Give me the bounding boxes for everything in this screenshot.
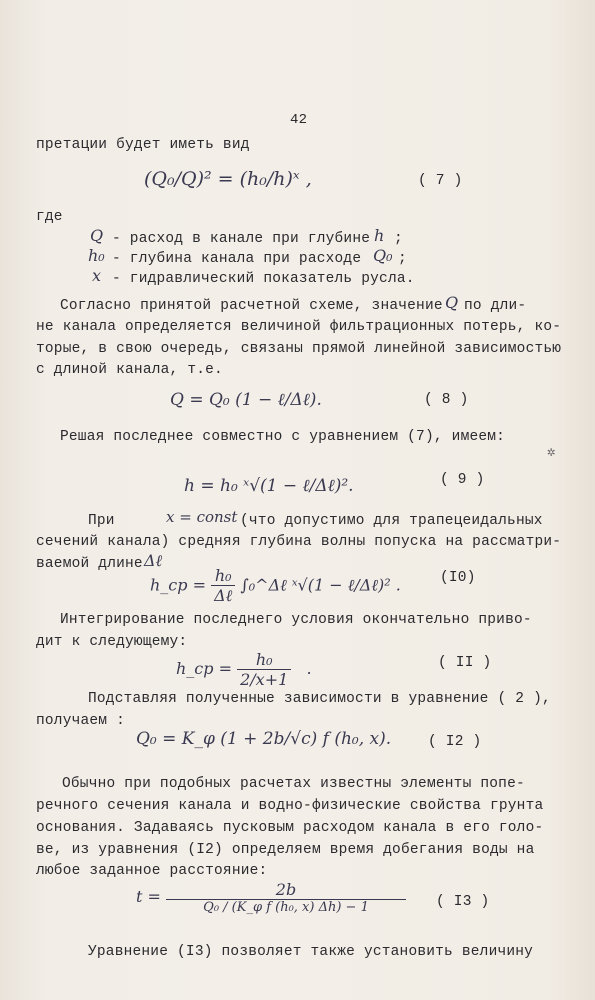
text-line: торые, в свою очередь, связаны прямой линейной зависимостью: [36, 341, 562, 357]
symbol-h0: h₀: [88, 246, 105, 265]
text-line: с длиной канала, т.е.: [36, 362, 223, 378]
fraction-numerator: h₀: [255, 650, 273, 669]
symbol-h: h: [374, 226, 385, 245]
equation-11-lhs: h_ср =: [176, 659, 232, 678]
equation-number-7: ( 7 ): [418, 173, 463, 189]
semicolon: ;: [398, 251, 407, 267]
fraction-denominator: Δℓ: [211, 585, 235, 606]
symbol-x: x: [92, 266, 102, 285]
text-line: ваемой длине: [36, 556, 143, 572]
equation-11-fraction: [237, 650, 291, 689]
fraction-numerator: h₀: [214, 566, 232, 585]
text-line: любое заданное расстояние:: [36, 863, 268, 879]
text-line: - глубина канала при расходе: [112, 251, 362, 267]
symbol-q0: Q₀: [373, 246, 393, 265]
text-line: Подставляя полученные зависимости в уравнение ( 2 ),: [88, 691, 551, 707]
text-line: получаем :: [36, 713, 126, 729]
equation-13-fraction: [166, 880, 406, 915]
equation-10-integral: ∫₀^Δℓ ˣ√(1 − ℓ/Δℓ)² .: [240, 575, 401, 595]
equation-number-10: (I0): [440, 570, 476, 586]
text-line: где: [36, 209, 63, 225]
text-line: Согласно принятой расчетной схеме, значение: [60, 298, 443, 314]
text-line: Уравнение (I3) позволяет также установить величину: [88, 944, 534, 960]
text-line: (что допустимо для трапецеидальных: [240, 513, 543, 529]
text-line: не канала определяется величиной фильтрационных потерь, ко-: [36, 319, 562, 335]
text-line: основания. Задаваясь пусковым расходом канала в его голо-: [36, 820, 544, 836]
text-line: сечений канала) средняя глубина волны попуска на рассматри-: [36, 534, 562, 550]
x-const: x = const: [166, 508, 238, 526]
equation-13-lhs: t =: [136, 887, 161, 906]
equation-10: [150, 566, 401, 606]
symbol-q: Q: [90, 226, 104, 245]
equation-10-lhs: h_ср =: [150, 575, 206, 595]
text-line: - гидравлический показатель русла.: [112, 271, 415, 287]
equation-8: Q = Q₀ (1 − ℓ/Δℓ).: [170, 390, 322, 410]
text-line: Решая последнее совместно с уравнением (7), имеем:: [60, 429, 506, 445]
equation-number-8: ( 8 ): [424, 392, 469, 408]
page-number: 42: [290, 112, 308, 128]
text-line: Обычно при подобных расчетах известны элементы попе-: [62, 776, 525, 792]
speck-mark: ✲: [547, 445, 556, 461]
delta-l: Δℓ: [144, 551, 163, 570]
equation-11: [176, 650, 312, 689]
text-line: претации будет иметь вид: [36, 137, 250, 153]
equation-12: Q₀ = K_φ (1 + 2b/√c) f (h₀, x).: [136, 729, 392, 749]
equation-13: [136, 880, 406, 915]
text-line: - расход в канале при глубине: [112, 231, 371, 247]
equation-number-12: ( I2 ): [428, 734, 482, 750]
equation-10-fraction: [211, 566, 235, 606]
equation-number-13: ( I3 ): [436, 894, 490, 910]
equation-9: h = h₀ ˣ√(1 − ℓ/Δℓ)².: [184, 476, 354, 496]
equation-number-11: ( II ): [438, 655, 492, 671]
fraction-denominator: 2/x+1: [237, 669, 291, 689]
text-line: Интегрирование последнего условия окончательно приво-: [60, 612, 532, 628]
text-line: дит к следующему:: [36, 634, 188, 650]
fraction-numerator: 2b: [275, 880, 297, 899]
fraction-denominator: Q₀ / (K_φ f (h₀, x) Δh) − 1: [166, 899, 406, 915]
equation-number-9: ( 9 ): [440, 472, 485, 488]
semicolon: ;: [394, 231, 403, 247]
symbol-q-inline: Q: [445, 293, 459, 312]
text-line: ве, из уравнения (I2) определяем время добегания воды на: [36, 842, 535, 858]
text-line: по дли-: [464, 298, 527, 314]
equation-7: (Q₀/Q)² = (h₀/h)ˣ ,: [144, 168, 312, 190]
comma: .: [296, 659, 312, 678]
text-line: При: [88, 513, 115, 529]
text-line: речного сечения канала и водно-физические свойства грунта: [36, 798, 544, 814]
